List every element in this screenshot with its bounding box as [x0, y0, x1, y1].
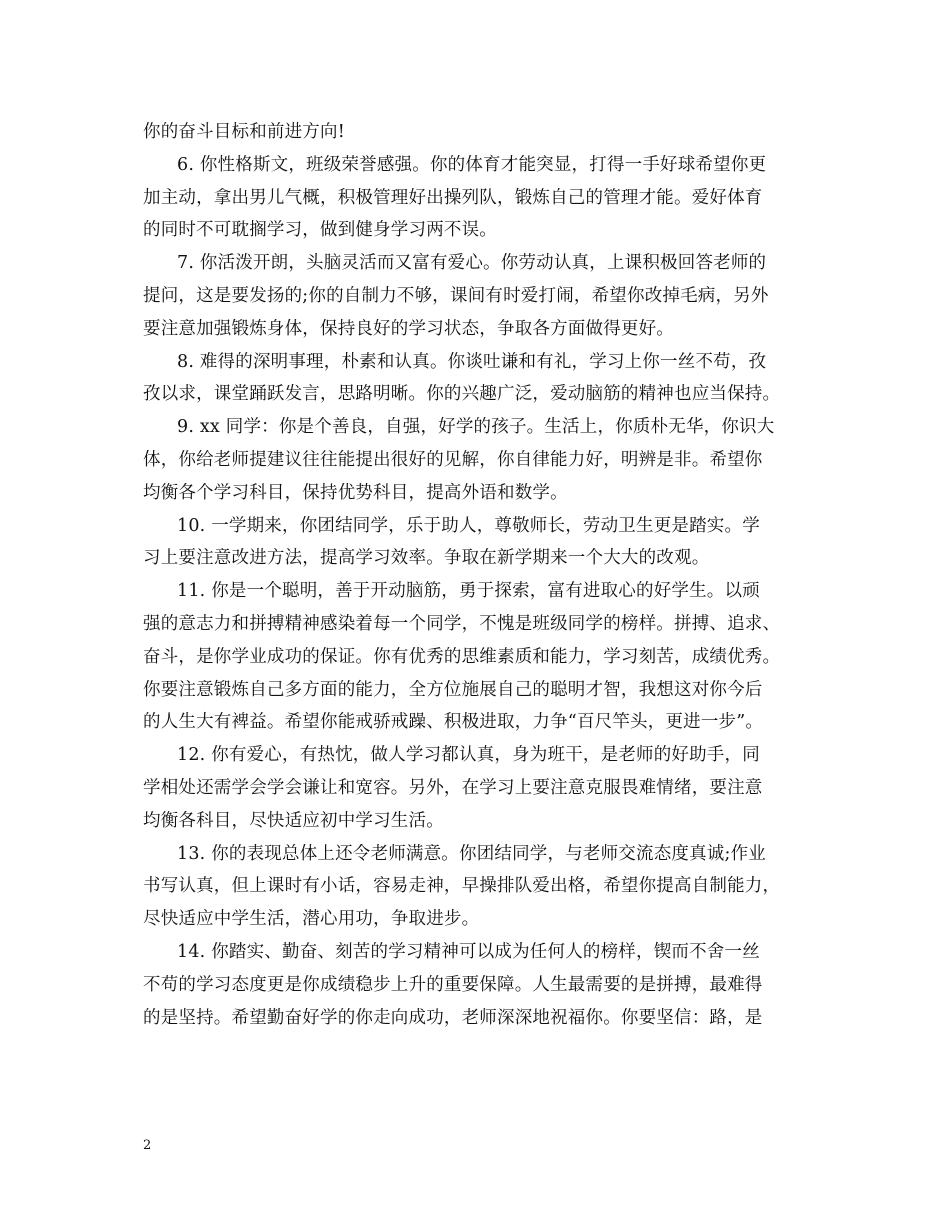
text-line: 的人生大有裨益。希望你能戒骄戒躁、积极进取，力争“百尺竿头，更进一步”。 — [143, 712, 764, 733]
text-line: 10. 一学期来，你团结同学，乐于助人，尊敬师长，劳动卫生更是踏实。学 — [177, 515, 760, 536]
text-line: 均衡各个学习科目，保持优势科目，提高外语和数学。 — [143, 482, 568, 503]
text-line: 你的奋斗目标和前进方向! — [143, 122, 345, 142]
text-line: 7. 你活泼开朗，头脑灵活而又富有爱心。你劳动认真，上课积极回答老师的 — [177, 253, 767, 274]
text-line: 要注意加强锻炼身体，保持良好的学习状态，争取各方面做得更好。 — [143, 318, 674, 339]
text-line: 14. 你踏实、勤奋、刻苦的学习精神可以成为任何人的榜样，锲而不舍一丝 — [177, 941, 760, 962]
document-body — [143, 116, 808, 1034]
text-line: 你要注意锻炼自己多方面的能力，全方位施展自己的聪明才智，我想这对你今后 — [143, 679, 763, 700]
text-line: 11. 你是一个聪明，善于开动脑筋，勇于探索，富有进取心的好学生。以顽 — [177, 581, 760, 602]
text-line: 9. xx 同学：你是个善良，自强，好学的孩子。生活上，你质朴无华，你识大 — [177, 417, 775, 438]
page-number: 2 — [143, 1138, 152, 1153]
text-line: 加主动，拿出男儿气概，积极管理好出操列队，锻炼自己的管理才能。爱好体育 — [143, 187, 763, 208]
text-line: 提问，这是要发扬的;你的自制力不够，课间有时爱打闹，希望你改掉毛病，另外 — [143, 285, 769, 306]
text-line: 强的意志力和拼搏精神感染着每一个同学，不愧是班级同学的榜样。拼搏、追求、 — [143, 613, 781, 634]
text-line: 书写认真，但上课时有小话，容易走神，早操排队爱出格，希望你提高自制能力， — [143, 876, 781, 897]
text-line: 体，你给老师提建议往往能提出很好的见解，你自律能力好，明辨是非。希望你 — [143, 449, 763, 470]
text-line: 学相处还需学会学会谦让和宽容。另外，在学习上要注意克服畏难情绪，要注意 — [143, 777, 763, 798]
text-line: 尽快适应中学生活，潜心用功，争取进步。 — [143, 909, 480, 930]
text-line: 8. 难得的深明事理，朴素和认真。你谈吐谦和有礼，学习上你一丝不苟，孜 — [177, 351, 767, 372]
text-line: 的是坚持。希望勤奋好学的你走向成功，老师深深地祝福你。你要坚信：路，是 — [143, 1007, 763, 1028]
text-line: 12. 你有爱心，有热忱，做人学习都认真，身为班干，是老师的好助手，同 — [177, 745, 760, 766]
text-line: 奋斗，是你学业成功的保证。你有优秀的思维素质和能力，学习刻苦，成绩优秀。 — [143, 646, 781, 667]
text-line: 13. 你的表现总体上还令老师满意。你团结同学，与老师交流态度真诚;作业 — [177, 843, 766, 864]
text-line: 习上要注意改进方法，提高学习效率。争取在新学期来一个大大的改观。 — [143, 548, 710, 569]
text-line: 孜以求，课堂踊跃发言，思路明晰。你的兴趣广泛，爱动脑筋的精神也应当保持。 — [143, 384, 781, 405]
text-line: 6. 你性格斯文，班级荣誉感强。你的体育才能突显，打得一手好球希望你更 — [177, 154, 767, 175]
text-line: 的同时不可耽搁学习，做到健身学习两不误。 — [143, 220, 497, 241]
text-line: 均衡各科目，尽快适应初中学习生活。 — [143, 810, 444, 831]
text-line: 不苟的学习态度更是你成绩稳步上升的重要保障。人生最需要的是拼搏，最难得 — [143, 974, 763, 995]
